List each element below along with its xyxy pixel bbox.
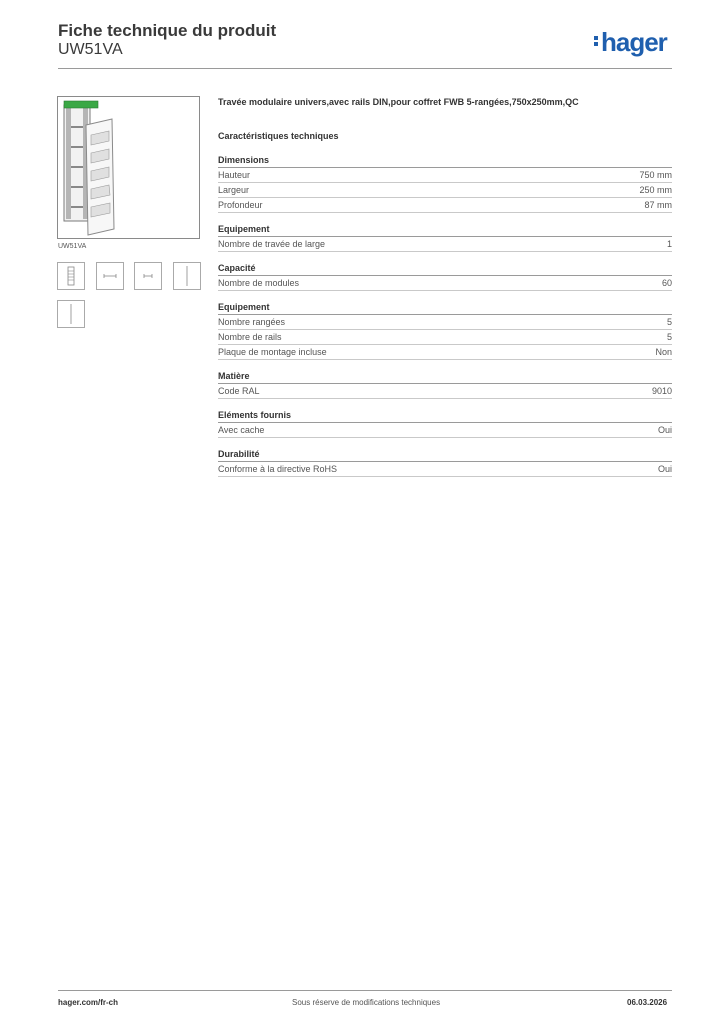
spec-section-equipement: [218, 222, 672, 252]
spec-row: [218, 330, 672, 345]
height-dimension-icon: [182, 264, 192, 288]
spec-row: [218, 276, 672, 291]
spec-value: Oui: [657, 464, 672, 474]
footer-website-link[interactable]: hager.com/fr-ch: [58, 998, 119, 1007]
spec-value: 5: [666, 317, 672, 327]
specs-table: [218, 153, 672, 486]
footer-divider: [58, 990, 672, 991]
spec-value: 750 mm: [639, 170, 672, 180]
spec-value: 1: [666, 239, 672, 249]
thumbnail-width[interactable]: [96, 262, 124, 290]
spec-row: [218, 183, 672, 198]
spec-label: Code RAL: [218, 386, 260, 396]
logo-dots-icon: [594, 34, 599, 48]
spec-section-dimensions: [218, 153, 672, 213]
spec-value: Non: [655, 347, 672, 357]
section-title: Durabilité: [218, 447, 672, 462]
section-title: Eléments fournis: [218, 408, 672, 423]
thumbnail-height[interactable]: [173, 262, 201, 290]
spec-row: [218, 168, 672, 183]
spec-label: Profondeur: [218, 200, 263, 210]
brand-logo: [594, 27, 667, 58]
product-main-image[interactable]: [57, 96, 200, 239]
spec-label: Nombre de modules: [218, 278, 300, 288]
spec-section-durabilite: [218, 447, 672, 477]
thumbnail-side[interactable]: [57, 300, 85, 328]
header-divider: [58, 68, 672, 69]
spec-label: Nombre de travée de large: [218, 239, 326, 249]
footer-date: 06.03.2026: [627, 998, 668, 1007]
spec-row: [218, 384, 672, 399]
spec-section-elements-fournis: [218, 408, 672, 438]
spec-value: 9010: [651, 386, 672, 396]
spec-label: Avec cache: [218, 425, 265, 435]
width-dimension-icon: [100, 271, 120, 281]
spec-label: Largeur: [218, 185, 250, 195]
main-image-caption: UW51VA: [58, 243, 87, 250]
modular-panel-image: [58, 97, 199, 238]
brand-name: hager: [601, 27, 667, 57]
spec-label: Conforme à la directive RoHS: [218, 464, 338, 474]
tech-specs-title: Caractéristiques techniques: [218, 131, 339, 141]
footer-disclaimer: Sous réserve de modifications techniques: [292, 998, 441, 1007]
section-title: Equipement: [218, 222, 672, 237]
spec-row: [218, 198, 672, 213]
spec-label: Nombre de rails: [218, 332, 282, 342]
spec-section-matiere: [218, 369, 672, 399]
spec-row: [218, 315, 672, 330]
section-title: Dimensions: [218, 153, 672, 168]
spec-label: Plaque de montage incluse: [218, 347, 327, 357]
spec-value: Oui: [657, 425, 672, 435]
spec-row: [218, 462, 672, 477]
spec-row: [218, 237, 672, 252]
spec-section-equipement-2: [218, 300, 672, 360]
section-title: Capacité: [218, 261, 672, 276]
front-view-icon: [61, 265, 81, 287]
product-code: UW51VA: [58, 41, 123, 58]
spec-row: [218, 345, 672, 360]
spec-section-capacite: [218, 261, 672, 291]
side-view-icon: [66, 302, 76, 326]
section-title: Equipement: [218, 300, 672, 315]
product-description: Travée modulaire univers,avec rails DIN,pour coffret FWB 5-rangées,750x250mm,QC: [218, 97, 579, 107]
spec-value: 87 mm: [644, 200, 672, 210]
spec-value: 60: [661, 278, 672, 288]
thumbnail-front[interactable]: [57, 262, 85, 290]
section-title: Matière: [218, 369, 672, 384]
page-title: Fiche technique du produit: [58, 21, 277, 40]
spec-value: 250 mm: [639, 185, 672, 195]
spec-value: 5: [666, 332, 672, 342]
spec-row: [218, 423, 672, 438]
spec-label: Hauteur: [218, 170, 251, 180]
spec-label: Nombre rangées: [218, 317, 286, 327]
thumbnail-depth[interactable]: [134, 262, 162, 290]
depth-dimension-icon: [138, 271, 158, 281]
